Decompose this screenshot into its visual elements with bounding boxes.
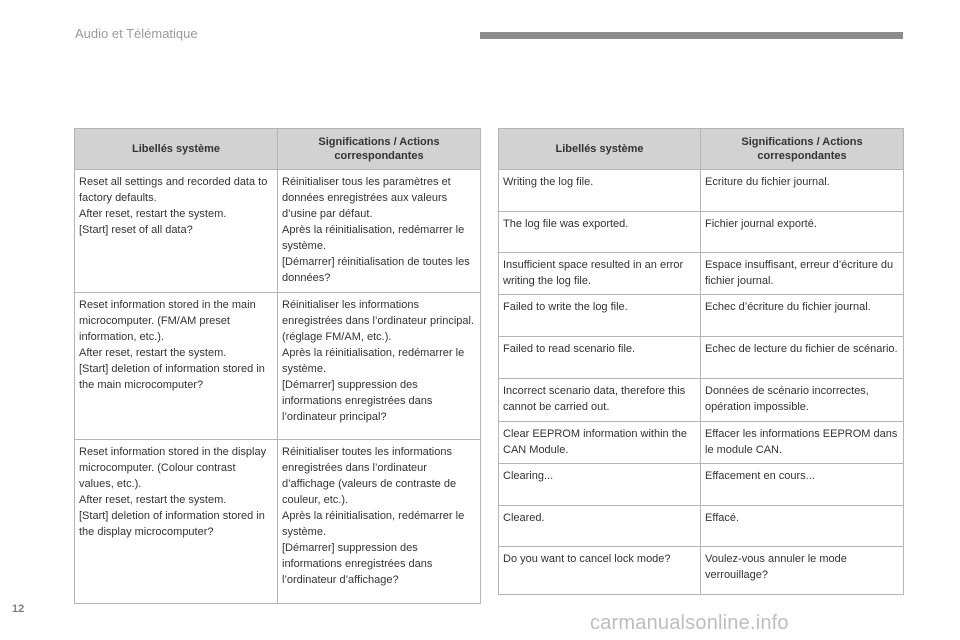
table-row — [499, 464, 904, 506]
meaning-cell: Echec de lecture du fichier de scénario. — [701, 337, 904, 379]
table-row — [499, 295, 904, 337]
system-label-cell: Clear EEPROM information within the CAN Module. — [499, 422, 701, 464]
header-bar — [480, 32, 903, 39]
meaning-cell: Effacé. — [701, 506, 904, 547]
system-label-cell: Failed to read scenario file. — [499, 337, 701, 379]
system-label-cell: Writing the log file. — [499, 170, 701, 212]
table-row — [75, 170, 481, 293]
system-label-cell: Incorrect scenario data, therefore this cannot be carried out. — [499, 379, 701, 422]
table-row — [75, 293, 481, 440]
system-label-cell: Reset information stored in the main microcomputer. (FM/AM preset information, etc.). After reset, restart the system. [Start] deletion of information stored in the main microcomputer? — [75, 293, 278, 440]
system-label-cell: Insufficient space resulted in an error writing the log file. — [499, 253, 701, 295]
table-row — [499, 253, 904, 295]
meaning-cell: Effacer les informations EEPROM dans le module CAN. — [701, 422, 904, 464]
meaning-cell: Ecriture du fichier journal. — [701, 170, 904, 212]
table-header-row — [75, 129, 481, 170]
table-row — [75, 440, 481, 604]
table-row — [499, 506, 904, 547]
meaning-cell: Espace insuffisant, erreur d’écriture du fichier journal. — [701, 253, 904, 295]
section-title: Audio et Télématique — [75, 26, 198, 41]
column-header-system-labels: Libellés système — [75, 129, 278, 170]
meaning-cell: Echec d’écriture du fichier journal. — [701, 295, 904, 337]
watermark: carmanualsonline.info — [590, 612, 789, 634]
system-label-cell: Clearing... — [499, 464, 701, 506]
meaning-cell: Réinitialiser toutes les informations enregistrées dans l’ordinateur d’affichage (valeurs de contraste de couleur, etc.). Après la réinitialisation, redémarrer le système. [Démarrer] suppression des informations enregistrées dans l’ordinateur d’affichage? — [278, 440, 481, 604]
column-header-meanings: Significations / Actions correspondantes — [278, 129, 481, 170]
column-header-system-labels: Libellés système — [499, 129, 701, 170]
meaning-cell: Fichier journal exporté. — [701, 212, 904, 253]
meaning-cell: Données de scénario incorrectes, opération impossible. — [701, 379, 904, 422]
table-row — [499, 170, 904, 212]
table-header-row — [499, 129, 904, 170]
table-row — [499, 337, 904, 379]
system-label-cell: Failed to write the log file. — [499, 295, 701, 337]
meaning-cell: Réinitialiser les informations enregistrées dans l’ordinateur principal. (réglage FM/AM, etc.). Après la réinitialisation, redémarrer le système. [Démarrer] suppression des informations enregistrées dans l’ordinateur principal? — [278, 293, 481, 440]
meaning-cell: Effacement en cours... — [701, 464, 904, 506]
table-row — [499, 379, 904, 422]
system-label-cell: Cleared. — [499, 506, 701, 547]
messages-table-left — [74, 128, 481, 604]
page-number: 12 — [12, 603, 25, 615]
column-header-meanings: Significations / Actions correspondantes — [701, 129, 904, 170]
system-label-cell: Do you want to cancel lock mode? — [499, 547, 701, 595]
table-row — [499, 547, 904, 595]
meaning-cell: Réinitialiser tous les paramètres et données enregistrées aux valeurs d’usine par défaut. Après la réinitialisation, redémarrer le système. [Démarrer] réinitialisation de toutes les données? — [278, 170, 481, 293]
table-row — [499, 422, 904, 464]
messages-table-right — [498, 128, 904, 595]
system-label-cell: Reset information stored in the display microcomputer. (Colour contrast values, etc.). After reset, restart the system. [Start] deletion of information stored in the display microcomputer? — [75, 440, 278, 604]
meaning-cell: Voulez-vous annuler le mode verrouillage? — [701, 547, 904, 595]
system-label-cell: The log file was exported. — [499, 212, 701, 253]
table-row — [499, 212, 904, 253]
system-label-cell: Reset all settings and recorded data to factory defaults. After reset, restart the system. [Start] reset of all data? — [75, 170, 278, 293]
